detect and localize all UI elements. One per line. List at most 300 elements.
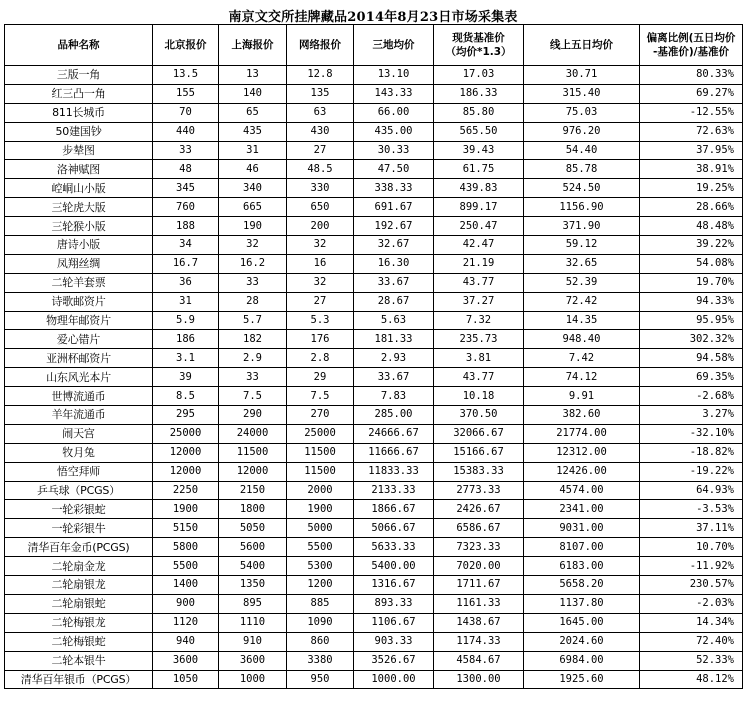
cell-deviation: -12.55% [640,103,743,122]
cell-shanghai: 340 [219,179,287,198]
cell-name: 三轮虎大版 [5,198,153,217]
cell-deviation: 54.08% [640,254,743,273]
cell-online: 430 [287,122,354,141]
cell-beijing: 155 [153,84,219,103]
header-online: 网络报价 [287,25,354,66]
cell-shanghai: 5600 [219,538,287,557]
cell-deviation: 19.70% [640,273,743,292]
cell-online: 3380 [287,651,354,670]
table-header [5,25,743,66]
cell-online: 950 [287,670,354,689]
cell-online: 12.8 [287,66,354,85]
cell-avg3: 5.63 [354,311,434,330]
cell-shanghai: 5050 [219,519,287,538]
cell-benchmark: 1174.33 [434,632,524,651]
cell-benchmark: 2426.67 [434,500,524,519]
cell-avg3: 143.33 [354,84,434,103]
cell-shanghai: 435 [219,122,287,141]
cell-shanghai: 665 [219,198,287,217]
cell-deviation: 52.33% [640,651,743,670]
table-row [5,576,743,595]
cell-avg3: 66.00 [354,103,434,122]
cell-avg3: 16.30 [354,254,434,273]
cell-avg5: 1156.90 [524,198,640,217]
cell-shanghai: 182 [219,330,287,349]
cell-avg3: 181.33 [354,330,434,349]
table-row [5,84,743,103]
cell-shanghai: 895 [219,594,287,613]
cell-benchmark: 43.77 [434,273,524,292]
cell-shanghai: 1000 [219,670,287,689]
cell-name: 二轮梅银龙 [5,613,153,632]
cell-deviation: 95.95% [640,311,743,330]
header-benchmark [434,25,524,66]
table-row [5,424,743,443]
cell-benchmark: 4584.67 [434,651,524,670]
cell-deviation: 230.57% [640,576,743,595]
cell-name: 二轮本银牛 [5,651,153,670]
cell-online: 32 [287,236,354,255]
table-row [5,160,743,179]
cell-name: 三轮猴小版 [5,217,153,236]
table-title: 南京文交所挂牌藏品2014年8月23日市场采集表 [228,10,518,25]
cell-avg5: 9.91 [524,387,640,406]
cell-deviation: 28.66% [640,198,743,217]
cell-avg3: 435.00 [354,122,434,141]
cell-beijing: 295 [153,406,219,425]
cell-avg3: 7.83 [354,387,434,406]
cell-name: 一轮彩银牛 [5,519,153,538]
header-row [5,25,743,66]
header-avg3: 三地均价 [354,25,434,66]
cell-name: 811长城币 [5,103,153,122]
cell-avg5: 524.50 [524,179,640,198]
cell-avg5: 2341.00 [524,500,640,519]
cell-deviation: -2.03% [640,594,743,613]
cell-name: 三版一角 [5,66,153,85]
cell-deviation: 48.12% [640,670,743,689]
header-shanghai: 上海报价 [219,25,287,66]
cell-avg3: 5066.67 [354,519,434,538]
cell-name: 二轮梅银蛇 [5,632,153,651]
cell-name: 清华百年银币（PCGS） [5,670,153,689]
cell-deviation: -32.10% [640,424,743,443]
table-row [5,273,743,292]
cell-online: 11500 [287,462,354,481]
table-row [5,519,743,538]
header-deviation-line2: -基准价)/基准价 [653,46,729,58]
price-table [4,24,743,689]
cell-shanghai: 140 [219,84,287,103]
cell-avg5: 12426.00 [524,462,640,481]
cell-avg3: 47.50 [354,160,434,179]
cell-online: 650 [287,198,354,217]
cell-name: 凤翔丝绸 [5,254,153,273]
cell-beijing: 760 [153,198,219,217]
cell-benchmark: 61.75 [434,160,524,179]
cell-shanghai: 1350 [219,576,287,595]
cell-beijing: 188 [153,217,219,236]
cell-shanghai: 16.2 [219,254,287,273]
cell-deviation: -2.68% [640,387,743,406]
cell-avg5: 6984.00 [524,651,640,670]
cell-avg5: 1925.60 [524,670,640,689]
cell-deviation: 72.63% [640,122,743,141]
cell-avg3: 11833.33 [354,462,434,481]
cell-benchmark: 1300.00 [434,670,524,689]
cell-shanghai: 65 [219,103,287,122]
cell-avg3: 13.10 [354,66,434,85]
table-row [5,481,743,500]
cell-beijing: 5150 [153,519,219,538]
cell-benchmark: 21.19 [434,254,524,273]
cell-beijing: 345 [153,179,219,198]
cell-avg5: 85.78 [524,160,640,179]
cell-avg3: 5633.33 [354,538,434,557]
cell-avg5: 72.42 [524,292,640,311]
cell-name: 50建国钞 [5,122,153,141]
cell-beijing: 36 [153,273,219,292]
cell-online: 176 [287,330,354,349]
cell-name: 清华百年金币(PCGS) [5,538,153,557]
cell-benchmark: 7020.00 [434,557,524,576]
cell-name: 羊年流通币 [5,406,153,425]
cell-beijing: 940 [153,632,219,651]
cell-benchmark: 2773.33 [434,481,524,500]
cell-avg3: 32.67 [354,236,434,255]
cell-online: 48.5 [287,160,354,179]
cell-beijing: 1400 [153,576,219,595]
cell-online: 1200 [287,576,354,595]
cell-avg3: 1866.67 [354,500,434,519]
table-row [5,443,743,462]
cell-beijing: 5.9 [153,311,219,330]
cell-online: 270 [287,406,354,425]
cell-beijing: 1120 [153,613,219,632]
cell-benchmark: 10.18 [434,387,524,406]
table-row [5,198,743,217]
cell-deviation: -19.22% [640,462,743,481]
cell-avg3: 691.67 [354,198,434,217]
cell-beijing: 31 [153,292,219,311]
cell-benchmark: 370.50 [434,406,524,425]
cell-avg3: 33.67 [354,273,434,292]
cell-avg3: 33.67 [354,368,434,387]
cell-benchmark: 7323.33 [434,538,524,557]
cell-name: 闹天宫 [5,424,153,443]
cell-deviation: 3.27% [640,406,743,425]
cell-deviation: 10.70% [640,538,743,557]
cell-name: 二轮扇金龙 [5,557,153,576]
table-row [5,557,743,576]
cell-shanghai: 5400 [219,557,287,576]
table-row [5,311,743,330]
table-row [5,670,743,689]
cell-avg5: 8107.00 [524,538,640,557]
cell-avg3: 2133.33 [354,481,434,500]
cell-avg5: 315.40 [524,84,640,103]
cell-benchmark: 43.77 [434,368,524,387]
cell-shanghai: 32 [219,236,287,255]
cell-avg3: 30.33 [354,141,434,160]
cell-avg5: 382.60 [524,406,640,425]
cell-shanghai: 7.5 [219,387,287,406]
cell-online: 860 [287,632,354,651]
header-deviation-line1: 偏离比例(五日均价 [646,32,736,44]
cell-shanghai: 28 [219,292,287,311]
cell-online: 11500 [287,443,354,462]
cell-deviation: 64.93% [640,481,743,500]
cell-beijing: 13.5 [153,66,219,85]
cell-benchmark: 32066.67 [434,424,524,443]
cell-online: 16 [287,254,354,273]
cell-online: 1900 [287,500,354,519]
cell-beijing: 1050 [153,670,219,689]
cell-benchmark: 37.27 [434,292,524,311]
cell-beijing: 12000 [153,462,219,481]
cell-name: 乒乓球（PCGS） [5,481,153,500]
cell-online: 135 [287,84,354,103]
cell-avg3: 2.93 [354,349,434,368]
cell-beijing: 33 [153,141,219,160]
header-beijing: 北京报价 [153,25,219,66]
cell-deviation: 69.35% [640,368,743,387]
cell-beijing: 900 [153,594,219,613]
cell-avg5: 14.35 [524,311,640,330]
cell-online: 1090 [287,613,354,632]
table-row [5,330,743,349]
cell-avg3: 28.67 [354,292,434,311]
cell-name: 洛神赋图 [5,160,153,179]
cell-shanghai: 31 [219,141,287,160]
cell-deviation: -18.82% [640,443,743,462]
cell-avg5: 59.12 [524,236,640,255]
cell-name: 诗歌邮资片 [5,292,153,311]
cell-benchmark: 1438.67 [434,613,524,632]
cell-beijing: 3.1 [153,349,219,368]
cell-avg5: 4574.00 [524,481,640,500]
cell-online: 32 [287,273,354,292]
table-row [5,179,743,198]
cell-deviation: 39.22% [640,236,743,255]
cell-deviation: -3.53% [640,500,743,519]
cell-avg5: 948.40 [524,330,640,349]
cell-online: 200 [287,217,354,236]
cell-deviation: 14.34% [640,613,743,632]
cell-avg3: 893.33 [354,594,434,613]
cell-benchmark: 7.32 [434,311,524,330]
cell-avg5: 52.39 [524,273,640,292]
cell-beijing: 70 [153,103,219,122]
cell-name: 悟空拜师 [5,462,153,481]
cell-avg5: 54.40 [524,141,640,160]
header-benchmark-line1: 现货基准价 [452,32,505,44]
cell-avg5: 1645.00 [524,613,640,632]
cell-online: 885 [287,594,354,613]
cell-shanghai: 1110 [219,613,287,632]
table-row [5,500,743,519]
cell-online: 27 [287,141,354,160]
cell-beijing: 25000 [153,424,219,443]
cell-avg5: 9031.00 [524,519,640,538]
cell-online: 2000 [287,481,354,500]
table-row [5,122,743,141]
cell-shanghai: 46 [219,160,287,179]
cell-name: 二轮扇银龙 [5,576,153,595]
cell-shanghai: 3600 [219,651,287,670]
cell-avg5: 371.90 [524,217,640,236]
table-row [5,462,743,481]
cell-shanghai: 13 [219,66,287,85]
table-row [5,254,743,273]
table-row [5,632,743,651]
cell-deviation: 69.27% [640,84,743,103]
table-row [5,368,743,387]
cell-beijing: 1900 [153,500,219,519]
cell-benchmark: 899.17 [434,198,524,217]
cell-name: 崆峒山小版 [5,179,153,198]
cell-shanghai: 2150 [219,481,287,500]
cell-name: 爱心错片 [5,330,153,349]
cell-beijing: 34 [153,236,219,255]
cell-deviation: 80.33% [640,66,743,85]
cell-shanghai: 24000 [219,424,287,443]
cell-shanghai: 33 [219,273,287,292]
table-row [5,406,743,425]
cell-benchmark: 235.73 [434,330,524,349]
cell-benchmark: 186.33 [434,84,524,103]
cell-online: 25000 [287,424,354,443]
cell-avg3: 1106.67 [354,613,434,632]
cell-avg3: 1000.00 [354,670,434,689]
cell-online: 7.5 [287,387,354,406]
cell-online: 5300 [287,557,354,576]
cell-beijing: 39 [153,368,219,387]
cell-beijing: 2250 [153,481,219,500]
cell-avg5: 21774.00 [524,424,640,443]
cell-deviation: 94.33% [640,292,743,311]
cell-shanghai: 290 [219,406,287,425]
table-row [5,387,743,406]
cell-online: 330 [287,179,354,198]
header-name: 品种名称 [5,25,153,66]
cell-deviation: 302.32% [640,330,743,349]
cell-beijing: 5500 [153,557,219,576]
cell-online: 29 [287,368,354,387]
cell-name: 唐诗小版 [5,236,153,255]
cell-beijing: 3600 [153,651,219,670]
cell-deviation: 48.48% [640,217,743,236]
cell-shanghai: 1800 [219,500,287,519]
header-deviation [640,25,743,66]
cell-avg5: 75.03 [524,103,640,122]
cell-avg3: 192.67 [354,217,434,236]
cell-beijing: 5800 [153,538,219,557]
cell-shanghai: 11500 [219,443,287,462]
cell-online: 5.3 [287,311,354,330]
cell-beijing: 440 [153,122,219,141]
cell-shanghai: 2.9 [219,349,287,368]
cell-deviation: -11.92% [640,557,743,576]
cell-avg3: 338.33 [354,179,434,198]
cell-name: 步辇图 [5,141,153,160]
cell-benchmark: 42.47 [434,236,524,255]
cell-avg5: 2024.60 [524,632,640,651]
cell-benchmark: 1711.67 [434,576,524,595]
cell-name: 二轮羊套票 [5,273,153,292]
cell-deviation: 38.91% [640,160,743,179]
table-body [5,66,743,689]
cell-shanghai: 190 [219,217,287,236]
cell-shanghai: 33 [219,368,287,387]
table-row [5,66,743,85]
cell-benchmark: 6586.67 [434,519,524,538]
cell-deviation: 19.25% [640,179,743,198]
header-benchmark-line2: （均价*1.3） [445,46,512,58]
cell-name: 二轮扇银蛇 [5,594,153,613]
table-row [5,217,743,236]
cell-avg5: 976.20 [524,122,640,141]
cell-benchmark: 15166.67 [434,443,524,462]
cell-benchmark: 565.50 [434,122,524,141]
table-row [5,236,743,255]
cell-avg5: 1137.80 [524,594,640,613]
cell-benchmark: 85.80 [434,103,524,122]
table-row [5,103,743,122]
cell-name: 一轮彩银蛇 [5,500,153,519]
cell-name: 世博流通币 [5,387,153,406]
cell-name: 亚洲杯邮资片 [5,349,153,368]
cell-beijing: 12000 [153,443,219,462]
cell-avg3: 903.33 [354,632,434,651]
cell-avg5: 32.65 [524,254,640,273]
cell-avg5: 30.71 [524,66,640,85]
table-row [5,141,743,160]
header-avg5: 线上五日均价 [524,25,640,66]
cell-benchmark: 17.03 [434,66,524,85]
cell-avg5: 74.12 [524,368,640,387]
cell-online: 2.8 [287,349,354,368]
cell-avg3: 11666.67 [354,443,434,462]
cell-deviation: 94.58% [640,349,743,368]
table-row [5,349,743,368]
cell-benchmark: 3.81 [434,349,524,368]
cell-avg3: 5400.00 [354,557,434,576]
cell-benchmark: 39.43 [434,141,524,160]
cell-benchmark: 250.47 [434,217,524,236]
cell-benchmark: 1161.33 [434,594,524,613]
cell-name: 红三凸一角 [5,84,153,103]
cell-avg5: 12312.00 [524,443,640,462]
table-row [5,651,743,670]
cell-beijing: 8.5 [153,387,219,406]
table-row [5,292,743,311]
cell-benchmark: 439.83 [434,179,524,198]
cell-avg3: 24666.67 [354,424,434,443]
cell-name: 牧月兔 [5,443,153,462]
cell-avg5: 6183.00 [524,557,640,576]
cell-online: 5500 [287,538,354,557]
cell-avg5: 7.42 [524,349,640,368]
table-row [5,538,743,557]
cell-shanghai: 12000 [219,462,287,481]
cell-avg3: 1316.67 [354,576,434,595]
cell-avg5: 5658.20 [524,576,640,595]
cell-online: 27 [287,292,354,311]
table-row [5,613,743,632]
cell-online: 63 [287,103,354,122]
cell-beijing: 16.7 [153,254,219,273]
